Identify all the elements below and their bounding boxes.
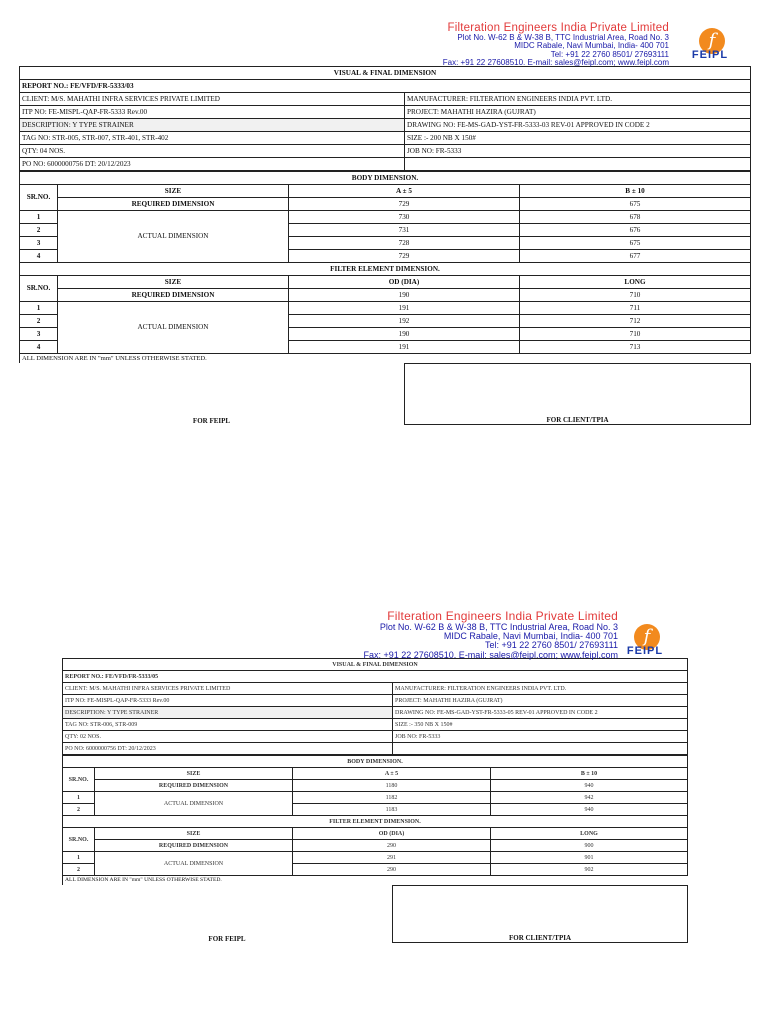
address-line-2: MIDC Rabale, Navi Mumbai, India- 400 701: [443, 631, 618, 642]
itp-number: ITP NO: FE-MISPL-QAP-FR-5333 Rev.00: [63, 695, 393, 707]
required-dimension-label: REQUIRED DIMENSION: [95, 780, 293, 792]
table-row: 2 192 712: [20, 315, 751, 328]
letterhead: [19, 0, 751, 66]
table-row: 4 191 713: [20, 341, 751, 354]
manufacturer: MANUFACTURER: FILTERATION ENGINEERS INDIA PVT. LTD.: [393, 683, 688, 695]
for-feipl-label: FOR FEIPL: [192, 417, 231, 425]
required-dimension-label: REQUIRED DIMENSION: [58, 198, 289, 211]
dimension-note: ALL DIMENSION ARE IN "mm" UNLESS OTHERWISE STATED.: [62, 876, 688, 885]
table-row: 4 729 677: [20, 250, 751, 263]
col-od-header: OD (DIA): [289, 276, 520, 289]
required-a: 729: [289, 198, 520, 211]
fax-email: Fax: +91 22 27608510. E-mail: sales@feipl.com; www.feipl.com: [442, 58, 669, 68]
client-signature-box: [392, 885, 688, 943]
required-long: 900: [491, 840, 688, 852]
size-header: SIZE: [95, 828, 293, 840]
tag-number: TAG NO: STR-006, STR-009: [63, 719, 393, 731]
required-b: 675: [520, 198, 751, 211]
telephone: Tel: +91 22 2760 8501/ 27693111: [484, 640, 618, 651]
telephone: Tel: +91 22 2760 8501/ 27693111: [550, 49, 669, 59]
tag-number: TAG NO: STR-005, STR-007, STR-401, STR-402: [20, 132, 405, 145]
signature-area: [19, 363, 751, 425]
quantity: QTY: 04 NOS.: [20, 145, 405, 158]
address-line-1: Plot No. W-62 B & W-38 B, TTC Industrial Area, Road No. 3: [379, 621, 618, 632]
report-header-table: [62, 658, 688, 755]
feipl-logo-icon: f FEIPL: [691, 30, 729, 61]
client-signature-box: [404, 363, 751, 425]
table-row: 3 728 675: [20, 237, 751, 250]
required-a: 1180: [293, 780, 491, 792]
quantity: QTY: 02 NOS.: [63, 731, 393, 743]
body-dimension-title: BODY DIMENSION.: [20, 172, 751, 185]
manufacturer: MANUFACTURER: FILTERATION ENGINEERS INDIA PVT. LTD.: [405, 93, 751, 106]
actual-dimension-label: ACTUAL DIMENSION: [95, 852, 293, 876]
required-long: 710: [520, 289, 751, 302]
signature-area: [62, 885, 688, 943]
required-dimension-label: REQUIRED DIMENSION: [95, 840, 293, 852]
body-dimension-table: [62, 755, 688, 876]
table-row: 2 290 902: [63, 864, 688, 876]
col-b-header: B ± 10: [520, 185, 751, 198]
col-long-header: LONG: [491, 828, 688, 840]
report-sheet-1: [19, 0, 751, 425]
filter-element-title: FILTER ELEMENT DIMENSION.: [63, 816, 688, 828]
po-number: PO NO: 6000000756 DT: 20/12/2023: [63, 743, 393, 755]
actual-dimension-label: ACTUAL DIMENSION: [58, 211, 289, 263]
project: PROJECT: MAHATHI HAZIRA (GUJRAT): [405, 106, 751, 119]
srno-header: SR.NO.: [63, 768, 95, 792]
col-b-header: B ± 10: [491, 768, 688, 780]
for-client-label: FOR CLIENT/TPIA: [546, 416, 609, 424]
body-dimension-table: [19, 171, 751, 354]
description: DESCRIPTION: Y TYPE STRAINER: [20, 119, 405, 132]
company-address-block: [443, 22, 669, 68]
for-client-label: FOR CLIENT/TPIA: [508, 934, 572, 942]
size-header: SIZE: [58, 276, 289, 289]
description: DESCRIPTION: Y TYPE STRAINER: [63, 707, 393, 719]
report-header-table: [19, 66, 751, 171]
size: SIZE :- 350 NB X 150#: [393, 719, 688, 731]
actual-dimension-label: ACTUAL DIMENSION: [95, 792, 293, 816]
table-row: 1 ACTUAL DIMENSION 291 901: [63, 852, 688, 864]
actual-dimension-label: ACTUAL DIMENSION: [58, 302, 289, 354]
col-long-header: LONG: [520, 276, 751, 289]
client: CLIENT: M/S. MAHATHI INFRA SERVICES PRIVATE LIMITED: [20, 93, 405, 106]
po-number: PO NO: 6000000756 DT: 20/12/2023: [20, 158, 405, 171]
size-header: SIZE: [95, 768, 293, 780]
table-row: 2 731 676: [20, 224, 751, 237]
table-row: 1 ACTUAL DIMENSION 1182 942: [63, 792, 688, 804]
report-number: REPORT NO.: FE/VFD/FR-5333/03: [20, 80, 751, 93]
project: PROJECT: MAHATHI HAZIRA (GUJRAT): [393, 695, 688, 707]
report-title: VISUAL & FINAL DIMENSION: [63, 659, 688, 671]
size-header: SIZE: [58, 185, 289, 198]
itp-number: ITP NO: FE-MISPL-QAP-FR-5333 Rev.00: [20, 106, 405, 119]
table-row: 1 ACTUAL DIMENSION 191 711: [20, 302, 751, 315]
table-row: 3 190 710: [20, 328, 751, 341]
drawing-number: DRAWING NO: FE-MS-GAD-YST-FR-5333-05 REV-01 APPROVED IN CODE 2: [393, 707, 688, 719]
srno-header: SR.NO.: [20, 276, 58, 302]
body-dimension-title: BODY DIMENSION.: [63, 756, 688, 768]
col-od-header: OD (DIA): [293, 828, 491, 840]
size: SIZE :- 200 NB X 150#: [405, 132, 751, 145]
dimension-note: ALL DIMENSION ARE IN "mm" UNLESS OTHERWISE STATED.: [19, 354, 751, 363]
letterhead: [62, 610, 688, 658]
company-name: Filteration Engineers India Private Limited: [387, 609, 618, 623]
fax-email: Fax: +91 22 27608510. E-mail: sales@feipl.com; www.feipl.com: [363, 649, 618, 660]
for-feipl-label: FOR FEIPL: [208, 935, 246, 943]
address-line-2: MIDC Rabale, Navi Mumbai, India- 400 701: [514, 41, 669, 51]
report-title: VISUAL & FINAL DIMENSION: [20, 67, 751, 80]
company-name: Filteration Engineers India Private Limited: [447, 22, 669, 34]
srno-header: SR.NO.: [63, 828, 95, 852]
col-a-header: A ± 5: [289, 185, 520, 198]
address-line-1: Plot No. W-62 B & W-38 B, TTC Industrial Area, Road No. 3: [457, 33, 669, 43]
srno-header: SR.NO.: [20, 185, 58, 211]
required-od: 190: [289, 289, 520, 302]
company-address-block: [363, 610, 618, 660]
table-row: 1 ACTUAL DIMENSION 730 678: [20, 211, 751, 224]
drawing-number: DRAWING NO: FE-MS-GAD-YST-FR-5333-03 REV-01 APPROVED IN CODE 2: [405, 119, 751, 132]
job-number: JOB NO: FR-5333: [393, 731, 688, 743]
required-b: 940: [491, 780, 688, 792]
table-row: 2 1183 940: [63, 804, 688, 816]
report-sheet-2: [62, 610, 688, 943]
job-number: JOB NO: FR-5333: [405, 145, 751, 158]
required-od: 290: [293, 840, 491, 852]
filter-element-title: FILTER ELEMENT DIMENSION.: [20, 263, 751, 276]
client: CLIENT: M/S. MAHATHI INFRA SERVICES PRIVATE LIMITED: [63, 683, 393, 695]
report-number: REPORT NO.: FE/VFD/FR-5333/05: [63, 671, 688, 683]
feipl-logo-icon: f FEIPL: [626, 626, 664, 657]
col-a-header: A ± 5: [293, 768, 491, 780]
required-dimension-label: REQUIRED DIMENSION: [58, 289, 289, 302]
